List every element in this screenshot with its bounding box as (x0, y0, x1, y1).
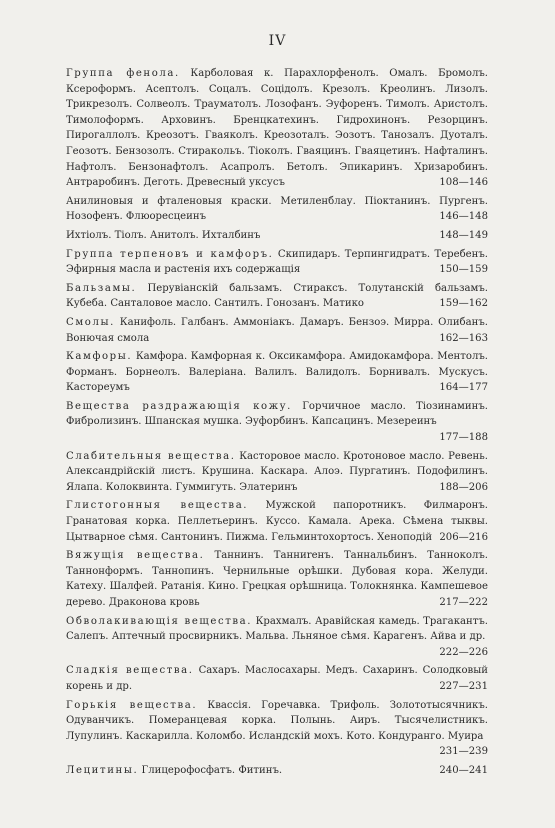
toc-entry (66, 449, 488, 496)
toc-entry-pages: 148—149 (439, 229, 488, 241)
toc-entry (66, 66, 488, 191)
toc-entry-text (66, 281, 488, 312)
table-of-contents (66, 66, 488, 782)
toc-entry-body: Горчичное масло. Тіозинаминъ. Фибролизинъ. Шпанская мушка. Эуфорбинъ. Капсацинъ. Мезереинъ (66, 400, 488, 428)
toc-entry-pages: 164—177 (439, 382, 488, 394)
toc-entry-heading: Группа терпеновъ и камфоръ. (66, 248, 274, 260)
toc-entry (66, 763, 488, 779)
toc-entry-body: Перувіанскій бальзамъ. Стираксъ. Толутанскій бальзамъ. Кубеба. Санталовое масло. Сантилъ. Гонозанъ. Матико (66, 282, 488, 310)
toc-entry (66, 315, 488, 346)
toc-entry-text (66, 449, 488, 496)
toc-entry-heading: Слабительныя вещества. (66, 450, 236, 462)
toc-entry-pages: 217—222 (439, 597, 488, 608)
toc-entry-body: Квассія. Горечавка. Трифоль. Золототысячникъ. Одуванчикъ. Померанцевая корка. Полынь. Аиръ. Тысячелистникъ. Лупулинъ. Каскарилла. Коломбо. Исландскій мохъ. Кото. Кондуранго. Муира (66, 699, 488, 742)
toc-entry-heading: Вещества раздражающія кожу. (66, 400, 292, 412)
toc-entry-text (66, 194, 488, 225)
toc-entry-body: Сахаръ. Маслосахары. Медъ. Сахаринъ. Солодковый корень и др. (66, 665, 488, 692)
toc-entry-text (66, 399, 488, 446)
toc-entry-heading: Группа фенола. (66, 68, 180, 79)
toc-entry-heading: Камфоры. (66, 351, 133, 363)
toc-entry-text (66, 66, 488, 191)
toc-entry-body: Крахмалъ. Аравійская камедь. Трагакантъ. Салепъ. Аптечный просвирникъ. Мальва. Льняное сѣмя. Карагенъ. Айва и др. (66, 615, 488, 643)
toc-entry-body: Карболовая к. Парахлорфенолъ. Омалъ. Бромолъ. Ксероформъ. Асептолъ. Соцалъ. Соцідолъ. Крезолъ. Креолинъ. Лизолъ. Трикрезолъ. Солвеолъ. Трауматолъ. Лозофанъ. Эуфоренъ. Тимолъ. Аристолъ. Тимолоформъ. Арховинъ. Бренцкатехинъ. Гидрохинонъ. Резорцинъ. Пирогаллолъ. Креозотъ. Гваяколъ. Креозоталъ. Эозотъ. Танозалъ. Дуоталъ. Геозотъ. Бензозолъ. Стиракольъ. Тіоколъ. Гваяцинъ. Гваяцетинъ. Нафталинъ. Нафтолъ. Бензонафтолъ. Асапролъ. Бетолъ. Эпикаринъ. Хризаробинъ. Антраробинъ. Деготь. Древесный уксусъ (66, 68, 488, 189)
toc-entry-text (66, 763, 488, 779)
toc-entry-text (66, 698, 488, 760)
toc-entry-text (66, 498, 488, 545)
toc-entry-body: Ихтіолъ. Тіолъ. Анитолъ. Ихталбинъ (66, 229, 261, 241)
toc-entry-body: Мужской папоротникъ. Филмаронъ. Гранатовая корка. Пеллетьеринъ. Куссо. Камала. Арека. Сѣмена тыквы. Цытварное сѣмя. Сантонинъ. Пижма. Гельминтохортосъ. Хеноподій (66, 500, 488, 543)
toc-entry (66, 349, 488, 396)
toc-entry-pages: 159—162 (439, 298, 488, 310)
toc-entry-heading: Сладкія вещества. (66, 665, 194, 677)
toc-entry-pages: 222—226 (439, 646, 488, 658)
toc-entry (66, 399, 488, 446)
toc-entry (66, 498, 488, 545)
toc-entry-heading: Лецитины. (66, 764, 139, 776)
toc-entry-pages: 150—159 (439, 264, 488, 276)
toc-entry-body: Глицерофосфатъ. Фитинъ. (141, 764, 283, 776)
toc-entry (66, 247, 488, 278)
toc-entry-body: Анилиновыя и фталеновыя краски. Метиленблау. Піоктанинъ. Пургенъ. Нозофенъ. Флюоресцеинъ (66, 195, 488, 223)
toc-entry-body: Камфора. Камфорная к. Оксикамфора. Амидокамфора. Ментолъ. Форманъ. Борнеолъ. Валеріана. Валилъ. Валидолъ. Борнивалъ. Мускусъ. Кастореумъ (66, 351, 488, 394)
toc-entry-text (66, 349, 488, 396)
toc-entry-pages: 162—163 (439, 332, 488, 344)
toc-entry-body: Канифоль. Галбанъ. Аммоніакъ. Дамаръ. Бензоэ. Мирра. Олибанъ. Вонючая смола (66, 316, 488, 344)
toc-entry-text (66, 614, 488, 661)
toc-entry (66, 194, 488, 225)
toc-entry (66, 228, 488, 244)
toc-entry-pages: 108—146 (439, 177, 488, 189)
toc-entry-body: Таннинъ. Танниrенъ. Таннальбинъ. Танноколъ. Таннонформъ. Таннопинъ. Чернильные орѣшки. Дубовая кора. Желуди. Катеху. Шалфей. Ратанія. Кино. Грецкая орѣшница. Толокнянка. Кампешевое дерево. Драконова кровь (66, 550, 488, 608)
toc-entry (66, 614, 488, 661)
toc-entry-pages: 240—241 (439, 764, 488, 776)
toc-entry (66, 281, 488, 312)
toc-entry-pages: 206—216 (439, 531, 488, 543)
toc-entry-heading: Обволакивающія вещества. (66, 615, 253, 627)
toc-entry-body: Касторовое масло. Кротоновое масло. Ревень. Александрійскій листъ. Крушина. Каскара. Алоэ. Пургатинъ. Подофилинъ. Ялапа. Колоквинта. Гуммигуть. Элатеринъ (66, 450, 488, 493)
toc-entry-heading: Горькія вещества. (66, 699, 198, 711)
page-number: IV (268, 33, 287, 49)
toc-entry-text (66, 247, 488, 278)
toc-entry-body: Скипидаръ. Терпингидратъ. Теребенъ. Эфирныя масла и растенія ихъ содержащія (66, 248, 489, 276)
toc-entry-pages: 146—148 (439, 211, 488, 223)
toc-entry-text (66, 315, 488, 346)
toc-entry-text (66, 548, 488, 610)
toc-entry (66, 698, 488, 760)
toc-entry-pages: 227—231 (439, 680, 488, 692)
toc-entry-pages: 188—206 (439, 481, 488, 493)
toc-entry-pages: 231—239 (439, 746, 488, 758)
toc-entry-pages: 177—188 (439, 432, 488, 444)
toc-entry-heading: Вяжущія вещества. (66, 550, 205, 562)
toc-entry-text (66, 228, 488, 244)
toc-entry-heading: Смолы. (66, 316, 115, 328)
toc-entry-text (66, 663, 488, 694)
toc-entry (66, 548, 488, 610)
toc-entry (66, 663, 488, 694)
toc-entry-heading: Глистогонныя вещества. (66, 500, 249, 512)
toc-entry-heading: Бальзамы. (66, 282, 137, 294)
